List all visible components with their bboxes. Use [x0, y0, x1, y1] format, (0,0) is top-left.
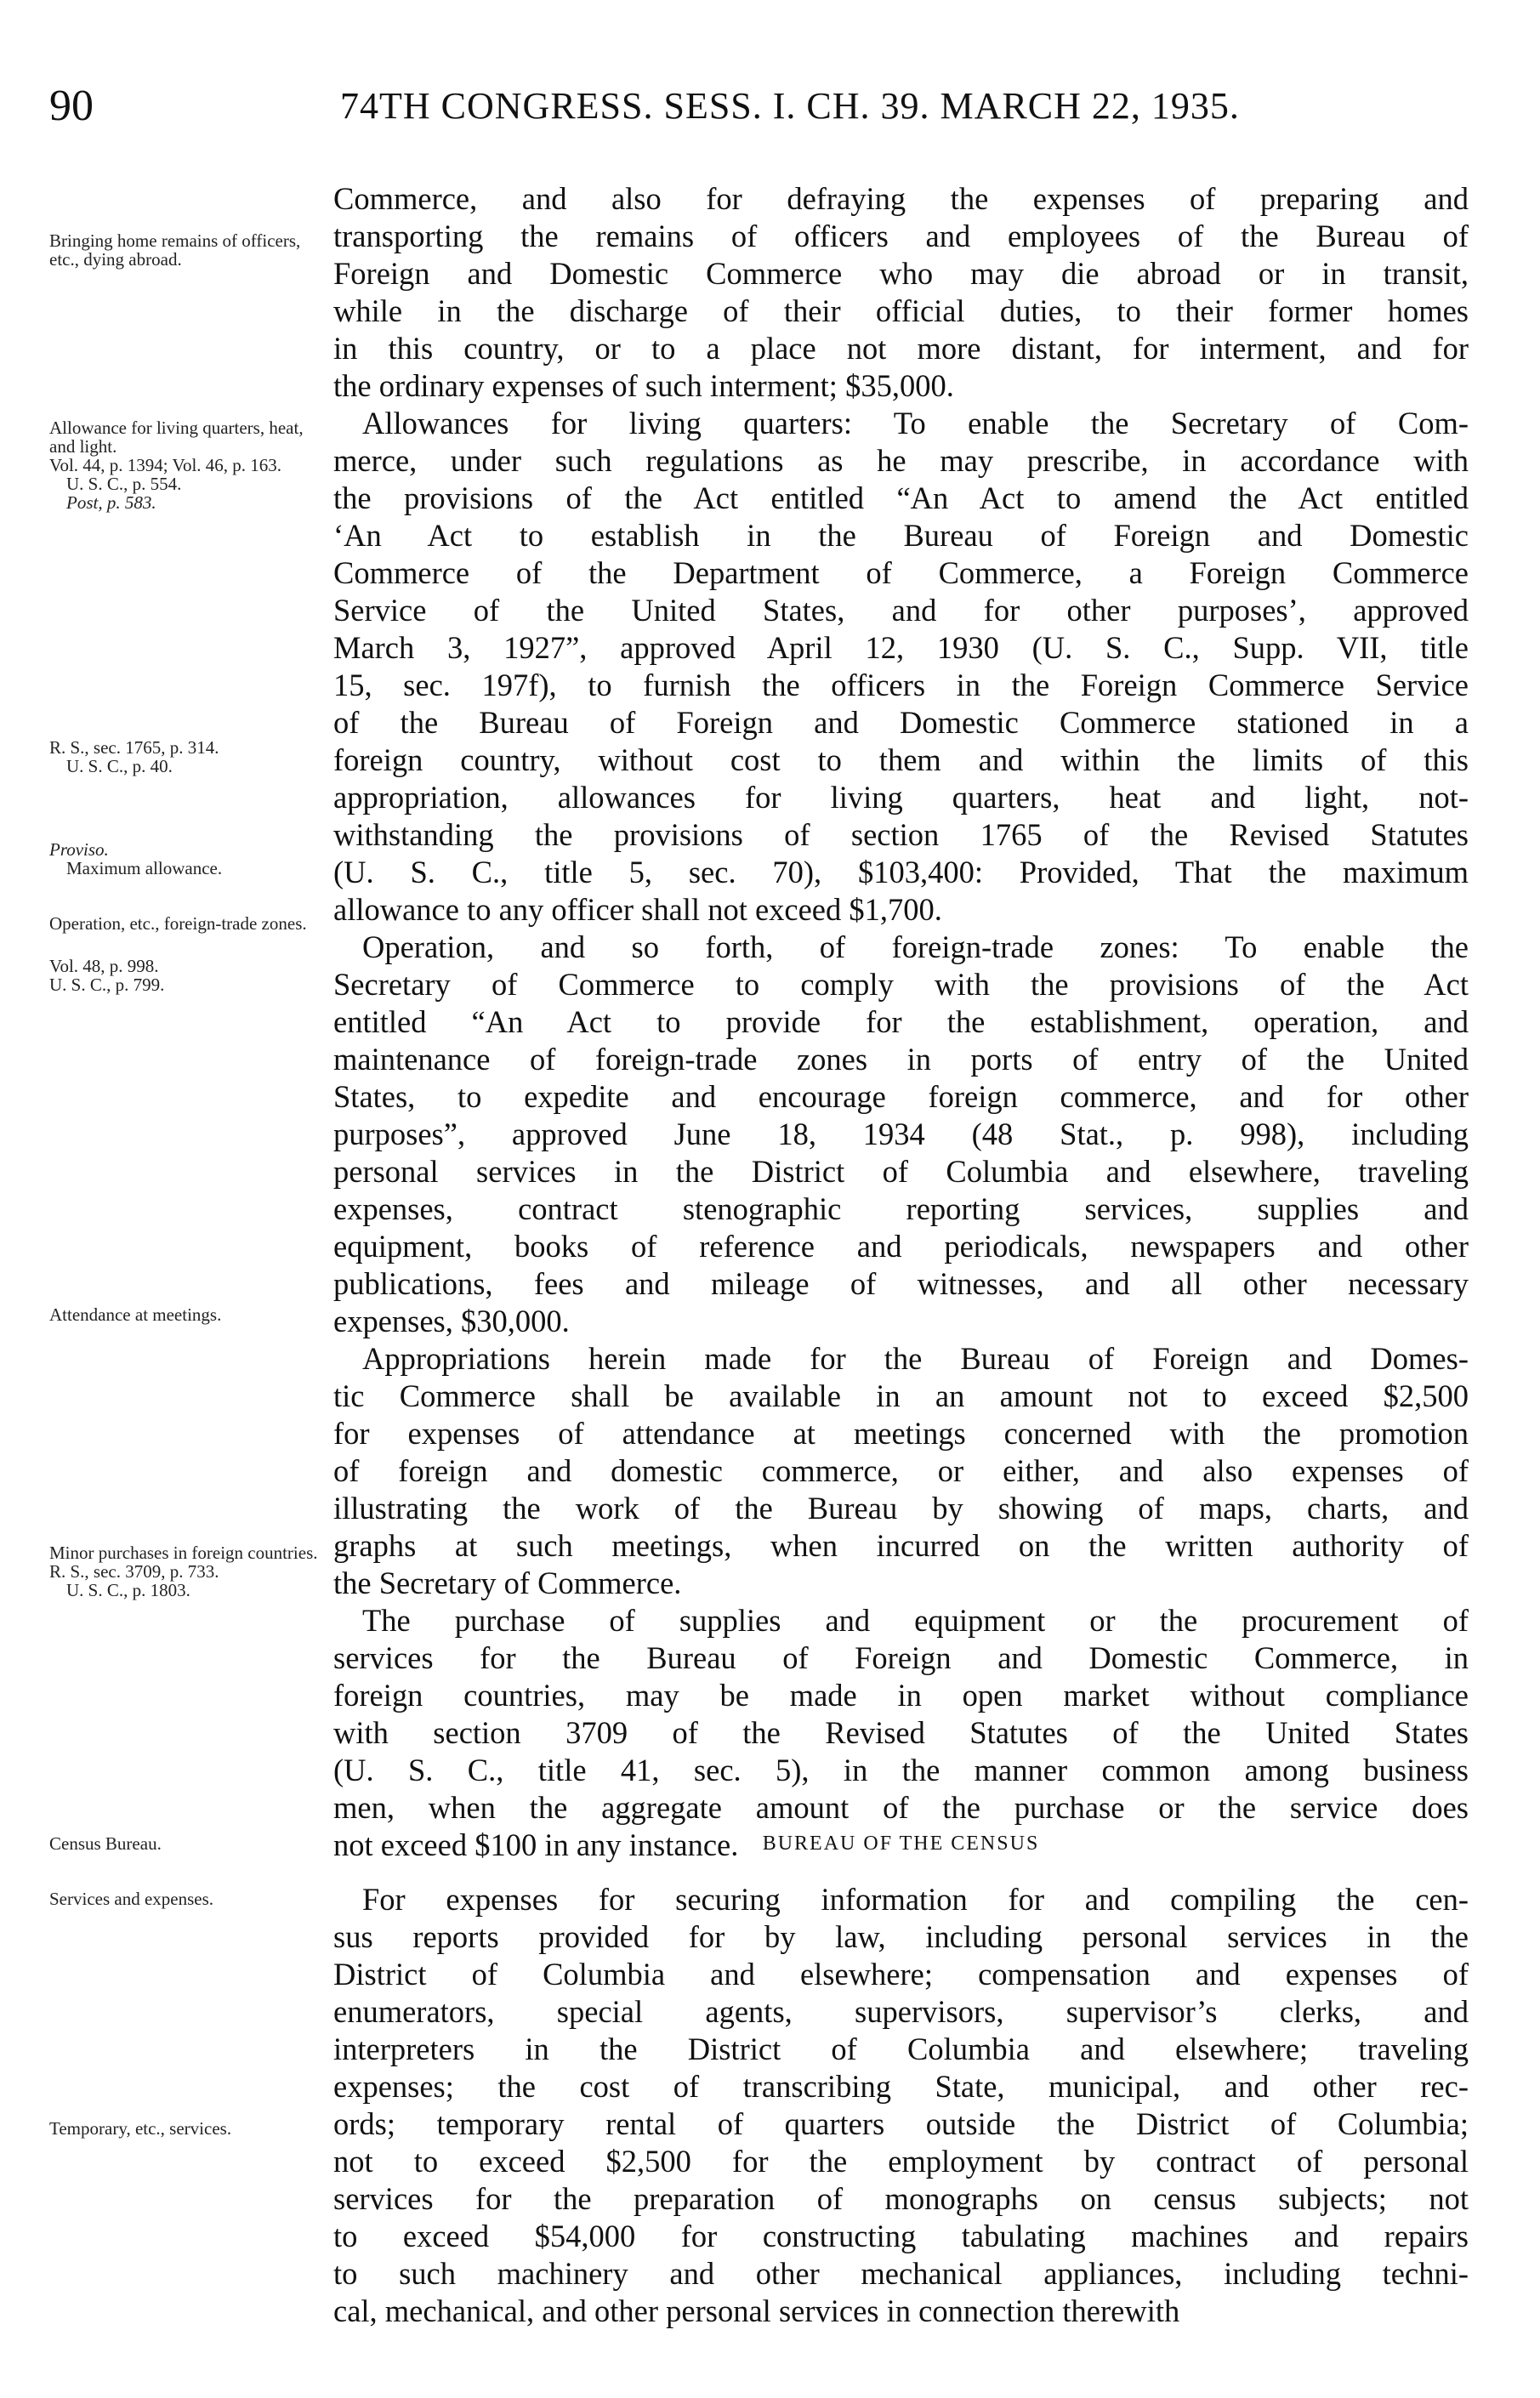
margin-note-temporary [49, 2119, 330, 2138]
paragraph-line: maintenance of foreign-trade zones in ports of entry of the United [333, 1042, 1469, 1077]
paragraph-line: enumerators, special agents, supervisors, supervisor’s clerks, and [333, 1994, 1469, 2029]
paragraph-line: expenses; the cost of transcribing State, municipal, and other rec- [333, 2069, 1469, 2104]
paragraph-line: the provisions of the Act entitled “An Act to amend the Act entitled [333, 480, 1469, 515]
margin-note-text: Maximum allowance. [66, 858, 223, 878]
paragraph-line: personal services in the District of Columbia and elsewhere, traveling [333, 1154, 1469, 1189]
margin-note-citation: R. S., sec. 1765, p. 314. [49, 737, 219, 758]
paragraph-line: The purchase of supplies and equipment or the procurement of [362, 1603, 1469, 1638]
paragraph-foreign-trade-zones [333, 929, 1469, 1340]
paragraph-line: Commerce of the Department of Commerce, a Foreign Commerce [333, 555, 1469, 590]
paragraph-attendance-meetings [333, 1340, 1469, 1602]
paragraph-line: equipment, books of reference and periodicals, newspapers and other [333, 1229, 1469, 1264]
paragraph-line: the Secretary of Commerce. [333, 1566, 682, 1600]
paragraph-line: (U. S. C., title 41, sec. 5), in the manner common among business [333, 1753, 1469, 1787]
margin-note-text: Services and expenses. [49, 1889, 214, 1909]
paragraph-line: to exceed $54,000 for constructing tabulating machines and repairs [333, 2219, 1469, 2253]
paragraph-line: sus reports provided for by law, including personal services in the [333, 1919, 1469, 1954]
margin-note-text: Bringing home remains of officers, etc., dying abroad. [49, 230, 301, 270]
paragraph-line: purposes”, approved June 18, 1934 (48 Stat., p. 998), including [333, 1117, 1469, 1151]
paragraph-line: foreign countries, may be made in open market without compliance [333, 1678, 1469, 1713]
paragraph-line: Commerce, and also for defraying the expenses of preparing and [333, 181, 1469, 216]
paragraph-line: foreign country, without cost to them and within the limits of this [333, 742, 1469, 777]
paragraph-living-quarters [333, 405, 1469, 929]
paragraph-bringing-home-remains [333, 180, 1469, 405]
paragraph-line: Appropriations herein made for the Bureau of Foreign and Domes- [362, 1341, 1469, 1376]
page-number: 90 [49, 82, 94, 130]
margin-note-minor-purchases [49, 1543, 330, 1600]
margin-note-proviso [49, 840, 330, 878]
paragraph-line: interpreters in the District of Columbia and elsewhere; traveling [333, 2031, 1469, 2066]
margin-note-citation: R. S., sec. 3709, p. 733. [49, 1561, 219, 1582]
running-head: 74TH CONGRESS. SESS. I. CH. 39. MARCH 22, 1935. [340, 85, 1240, 127]
paragraph-line: while in the discharge of their official duties, to their former homes [333, 293, 1469, 328]
paragraph-line: allowance to any officer shall not exceed $1,700. [333, 892, 942, 927]
margin-note-citation: U. S. C., p. 799. [49, 975, 165, 995]
paragraph-line: expenses, $30,000. [333, 1304, 570, 1338]
paragraph-line: men, when the aggregate amount of the purchase or the service does [333, 1790, 1469, 1825]
margin-note-citation: U. S. C., p. 554. [66, 474, 182, 494]
paragraph-line: graphs at such meetings, when incurred on the written authority of [333, 1528, 1469, 1563]
page-header [0, 81, 1540, 132]
paragraph-line: entitled “An Act to provide for the establishment, operation, and [333, 1004, 1469, 1039]
paragraph-line: services for the preparation of monographs on census subjects; not [333, 2181, 1469, 2216]
margin-note-citation: Post, p. 583. [66, 492, 156, 513]
paragraph-line: services for the Bureau of Foreign and Domestic Commerce, in [333, 1640, 1469, 1675]
paragraph-line: cal, mechanical, and other personal services in connection therewith [333, 2293, 1180, 2328]
paragraph-line: March 3, 1927”, approved April 12, 1930 (U. S. C., Supp. VII, title [333, 630, 1469, 665]
paragraph-line: of foreign and domestic commerce, or either, and also expenses of [333, 1453, 1469, 1488]
paragraph-line: expenses, contract stenographic reporting services, supplies and [333, 1191, 1469, 1226]
paragraph-line: Operation, and so forth, of foreign-trade zones: To enable the [362, 929, 1469, 964]
margin-note-text: Operation, etc., foreign-trade zones. [49, 913, 307, 934]
margin-note-attendance [49, 1305, 330, 1324]
paragraph-line: in this country, or to a place not more distant, for interment, and for [333, 331, 1469, 366]
margin-note-census-bureau [49, 1834, 330, 1853]
paragraph-minor-purchases [333, 1602, 1469, 1864]
margin-note-citation: U. S. C., p. 40. [66, 756, 173, 776]
margin-note-revised-statutes [49, 738, 330, 776]
paragraph-line: ords; temporary rental of quarters outside the District of Columbia; [333, 2106, 1469, 2141]
paragraph-line: Service of the United States, and for other purposes’, approved [333, 593, 1469, 628]
margin-note-citation: U. S. C., p. 1803. [66, 1580, 190, 1600]
margin-note-text: Temporary, etc., services. [49, 2118, 232, 2139]
margin-note-text: Minor purchases in foreign countries. [49, 1543, 318, 1563]
paragraph-line: not exceed $100 in any instance. [333, 1827, 739, 1862]
margin-note-bringing-home [49, 231, 330, 269]
paragraph-line: Secretary of Commerce to comply with the provisions of the Act [333, 967, 1469, 1002]
paragraph-line: for expenses of attendance at meetings concerned with the promotion [333, 1416, 1469, 1451]
paragraph-line: to such machinery and other mechanical appliances, including techni- [333, 2256, 1469, 2291]
paragraph-census-expenses [333, 1881, 1469, 2330]
margin-note-text: Attendance at meetings. [49, 1304, 222, 1325]
margin-note-text: Census Bureau. [49, 1833, 162, 1854]
paragraph-line: the ordinary expenses of such interment; $35,000. [333, 368, 954, 403]
paragraph-line: States, to expedite and encourage foreign commerce, and for other [333, 1079, 1469, 1114]
margin-note-services [49, 1889, 330, 1908]
margin-note-text: Allowance for living quarters, heat, and light. [49, 418, 304, 457]
paragraph-line: of the Bureau of Foreign and Domestic Commerce stationed in a [333, 705, 1469, 740]
paragraph-line: tic Commerce shall be available in an amount not to exceed $2,500 [333, 1378, 1469, 1413]
paragraph-line: merce, under such regulations as he may prescribe, in accordance with [333, 443, 1469, 478]
paragraph-line: with section 3709 of the Revised Statutes of the United States [333, 1715, 1469, 1750]
paragraph-line: publications, fees and mileage of witnesses, and all other necessary [333, 1266, 1469, 1301]
paragraph-line: Foreign and Domestic Commerce who may die abroad or in transit, [333, 256, 1469, 291]
margin-note-citation: Vol. 48, p. 998. [49, 956, 159, 976]
margin-note-allowance [49, 418, 330, 512]
section-heading-census: BUREAU OF THE CENSUS [762, 1833, 1040, 1855]
paragraph-line: (U. S. C., title 5, sec. 70), $103,400: Provided, That the maximum [333, 855, 1469, 889]
paragraph-line: Allowances for living quarters: To enable the Secretary of Com- [362, 406, 1469, 440]
paragraph-line: transporting the remains of officers and employees of the Bureau of [333, 219, 1469, 253]
paragraph-line: ‘An Act to establish in the Bureau of Foreign and Domestic [333, 518, 1469, 553]
margin-note-foreign-trade-zones [49, 914, 330, 994]
margin-note-citation: Vol. 44, p. 1394; Vol. 46, p. 163. [49, 455, 282, 475]
paragraph-line: illustrating the work of the Bureau by showing of maps, charts, and [333, 1491, 1469, 1526]
paragraph-line: 15, sec. 197f), to furnish the officers in the Foreign Commerce Service [333, 668, 1469, 702]
paragraph-line: For expenses for securing information for and compiling the cen- [362, 1882, 1469, 1917]
margin-note-text: Proviso. [49, 839, 109, 860]
paragraph-line: appropriation, allowances for living quarters, heat and light, not- [333, 780, 1469, 815]
paragraph-line: not to exceed $2,500 for the employment by contract of personal [333, 2144, 1469, 2179]
paragraph-line: withstanding the provisions of section 1765 of the Revised Statutes [333, 817, 1469, 852]
paragraph-line: District of Columbia and elsewhere; compensation and expenses of [333, 1957, 1469, 1992]
